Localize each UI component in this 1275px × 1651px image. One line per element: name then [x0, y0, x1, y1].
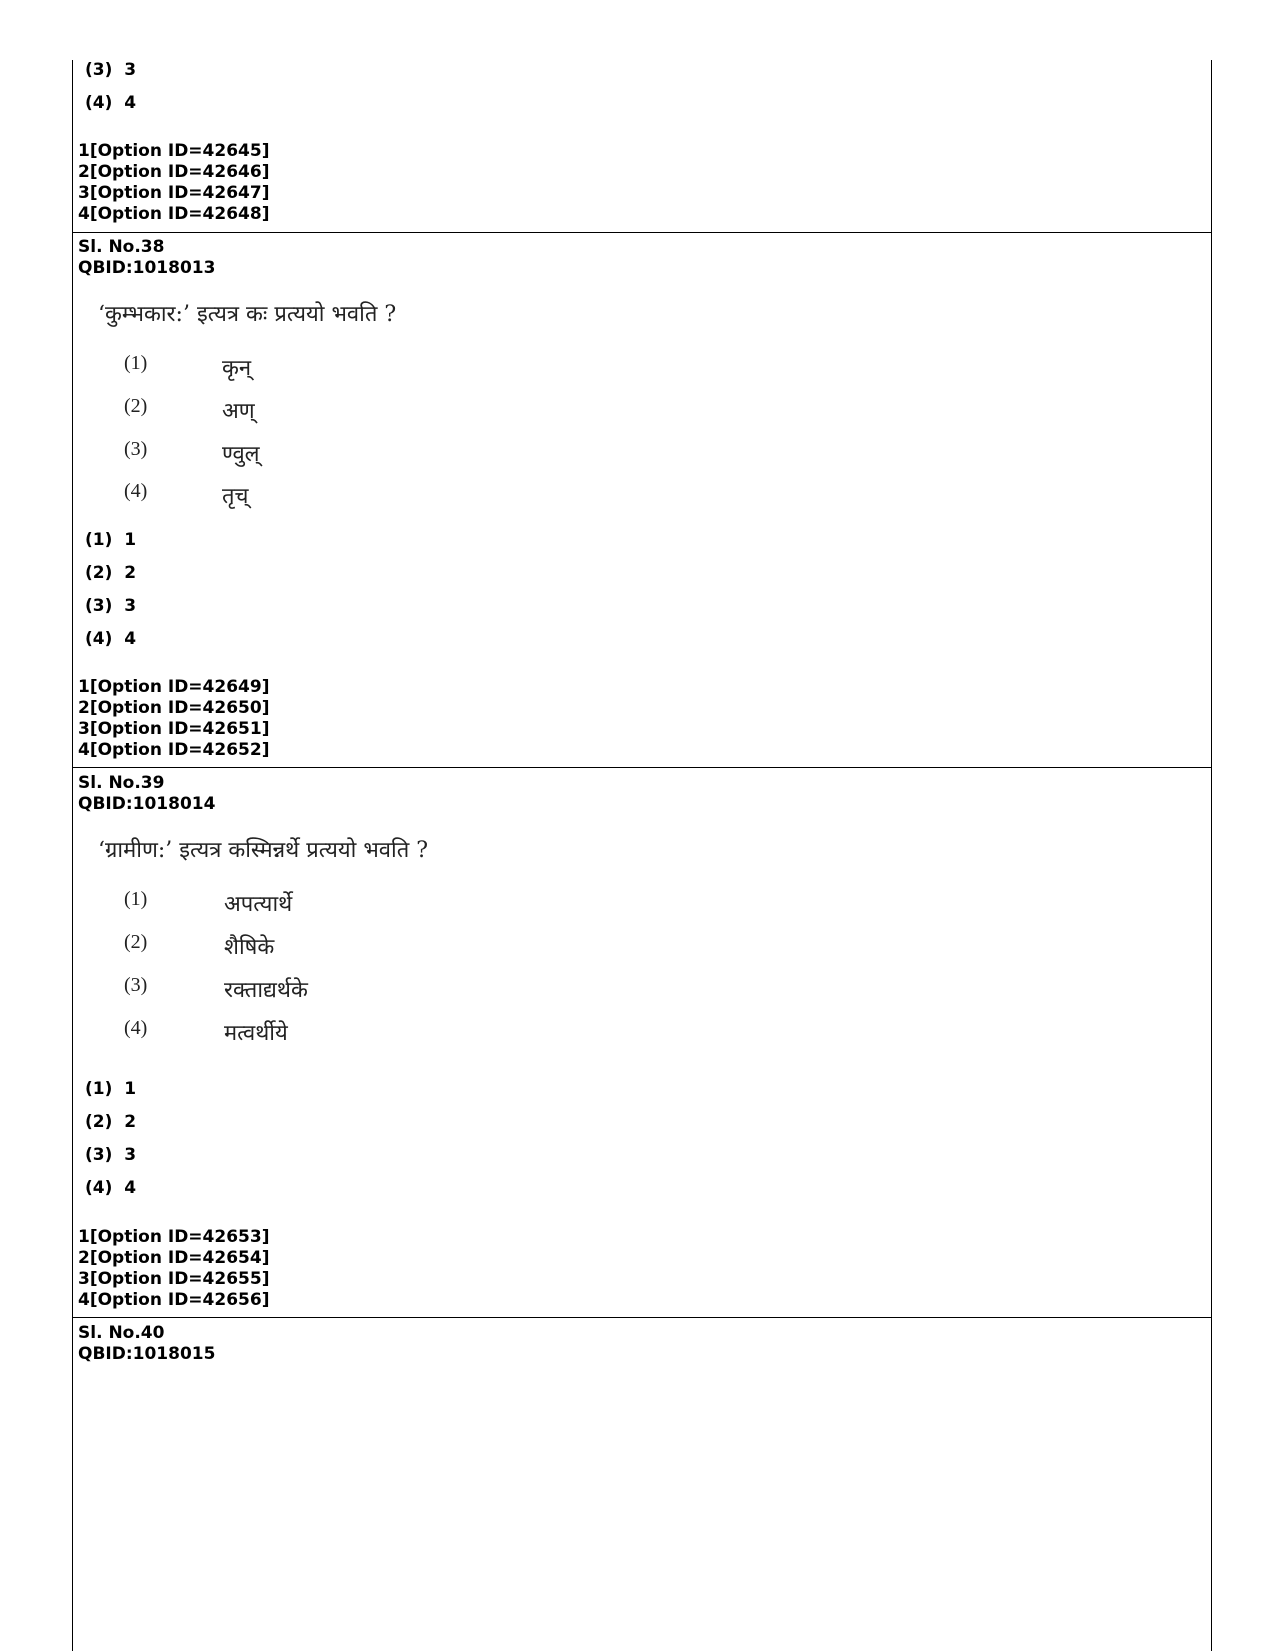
- question-bank-id: QBID:1018014: [78, 794, 216, 814]
- option-number: (4): [124, 480, 148, 502]
- option-id: 3[Option ID=42647]: [78, 183, 270, 203]
- question-header: [78, 237, 215, 279]
- question-divider: [72, 767, 1212, 768]
- option-text: रक्ताद्यर्थके: [224, 978, 308, 1003]
- answer-number: (3): [85, 60, 113, 80]
- option-text: अण्: [222, 399, 255, 424]
- answer-value: 4: [124, 629, 137, 649]
- option-id: 1[Option ID=42645]: [78, 141, 270, 161]
- answer-value: 2: [124, 1112, 137, 1132]
- answer-number: (4): [85, 629, 113, 649]
- option-id: 2[Option ID=42650]: [78, 698, 270, 718]
- answer-number: (2): [85, 563, 113, 583]
- question-bank-id: QBID:1018015: [78, 1344, 216, 1364]
- serial-number: Sl. No.38: [78, 237, 165, 257]
- option-text: कृन्: [222, 356, 252, 381]
- question-text: ‘कुम्भकार:’ इत्यत्र कः प्रत्ययो भवति ?: [98, 302, 397, 327]
- question-bank-id: QBID:1018013: [78, 258, 216, 278]
- answer-number: (1): [85, 530, 113, 550]
- question-header: [78, 773, 215, 815]
- answer-value: 4: [124, 1178, 137, 1198]
- answer-value: 3: [124, 596, 137, 616]
- option-id: 3[Option ID=42655]: [78, 1269, 270, 1289]
- option-text: शैषिके: [224, 935, 275, 960]
- answer-value: 2: [124, 563, 137, 583]
- serial-number: Sl. No.39: [78, 773, 165, 793]
- question-divider: [72, 1317, 1212, 1318]
- option-number: (3): [124, 974, 148, 996]
- option-id: 4[Option ID=42648]: [78, 204, 270, 224]
- serial-number: Sl. No.40: [78, 1323, 165, 1343]
- answer-number: (4): [85, 93, 113, 113]
- option-id: 3[Option ID=42651]: [78, 719, 270, 739]
- answer-choice[interactable]: [85, 1079, 136, 1099]
- answer-choice[interactable]: [85, 60, 136, 80]
- option-id: 2[Option ID=42646]: [78, 162, 270, 182]
- question-text: ‘ग्रामीण:’ इत्यत्र कस्मिन्नर्थे प्रत्ययो भवति ?: [98, 838, 429, 863]
- answer-number: (3): [85, 596, 113, 616]
- option-number: (1): [124, 352, 148, 374]
- answer-choice[interactable]: [85, 93, 136, 113]
- option-id: 1[Option ID=42653]: [78, 1227, 270, 1247]
- answer-value: 3: [124, 60, 137, 80]
- option-number: (4): [124, 1017, 148, 1039]
- answer-number: (2): [85, 1112, 113, 1132]
- answer-value: 3: [124, 1145, 137, 1165]
- answer-choice[interactable]: [85, 596, 136, 616]
- answer-number: (3): [85, 1145, 113, 1165]
- question-divider: [72, 232, 1212, 233]
- answer-choice[interactable]: [85, 629, 136, 649]
- option-id: 4[Option ID=42652]: [78, 740, 270, 760]
- answer-choice[interactable]: [85, 1178, 136, 1198]
- answer-choice[interactable]: [85, 530, 136, 550]
- answer-choice[interactable]: [85, 563, 136, 583]
- option-id-list: [78, 141, 269, 225]
- option-text: अपत्यार्थे: [224, 892, 293, 917]
- answer-value: 1: [124, 530, 137, 550]
- option-number: (2): [124, 395, 148, 417]
- option-id: 4[Option ID=42656]: [78, 1290, 270, 1310]
- answer-number: (1): [85, 1079, 113, 1099]
- question-header: [78, 1323, 215, 1365]
- option-text: तृच्: [222, 484, 249, 509]
- option-number: (3): [124, 438, 148, 460]
- answer-value: 4: [124, 93, 137, 113]
- answer-value: 1: [124, 1079, 137, 1099]
- option-number: (2): [124, 931, 148, 953]
- option-text: मत्वर्थीये: [224, 1021, 288, 1046]
- option-id-list: [78, 1227, 269, 1311]
- option-id: 2[Option ID=42654]: [78, 1248, 270, 1268]
- answer-number: (4): [85, 1178, 113, 1198]
- option-text: ण्वुल्: [222, 442, 260, 467]
- answer-choice[interactable]: [85, 1112, 136, 1132]
- option-id-list: [78, 677, 269, 761]
- answer-choice[interactable]: [85, 1145, 136, 1165]
- option-id: 1[Option ID=42649]: [78, 677, 270, 697]
- option-number: (1): [124, 888, 148, 910]
